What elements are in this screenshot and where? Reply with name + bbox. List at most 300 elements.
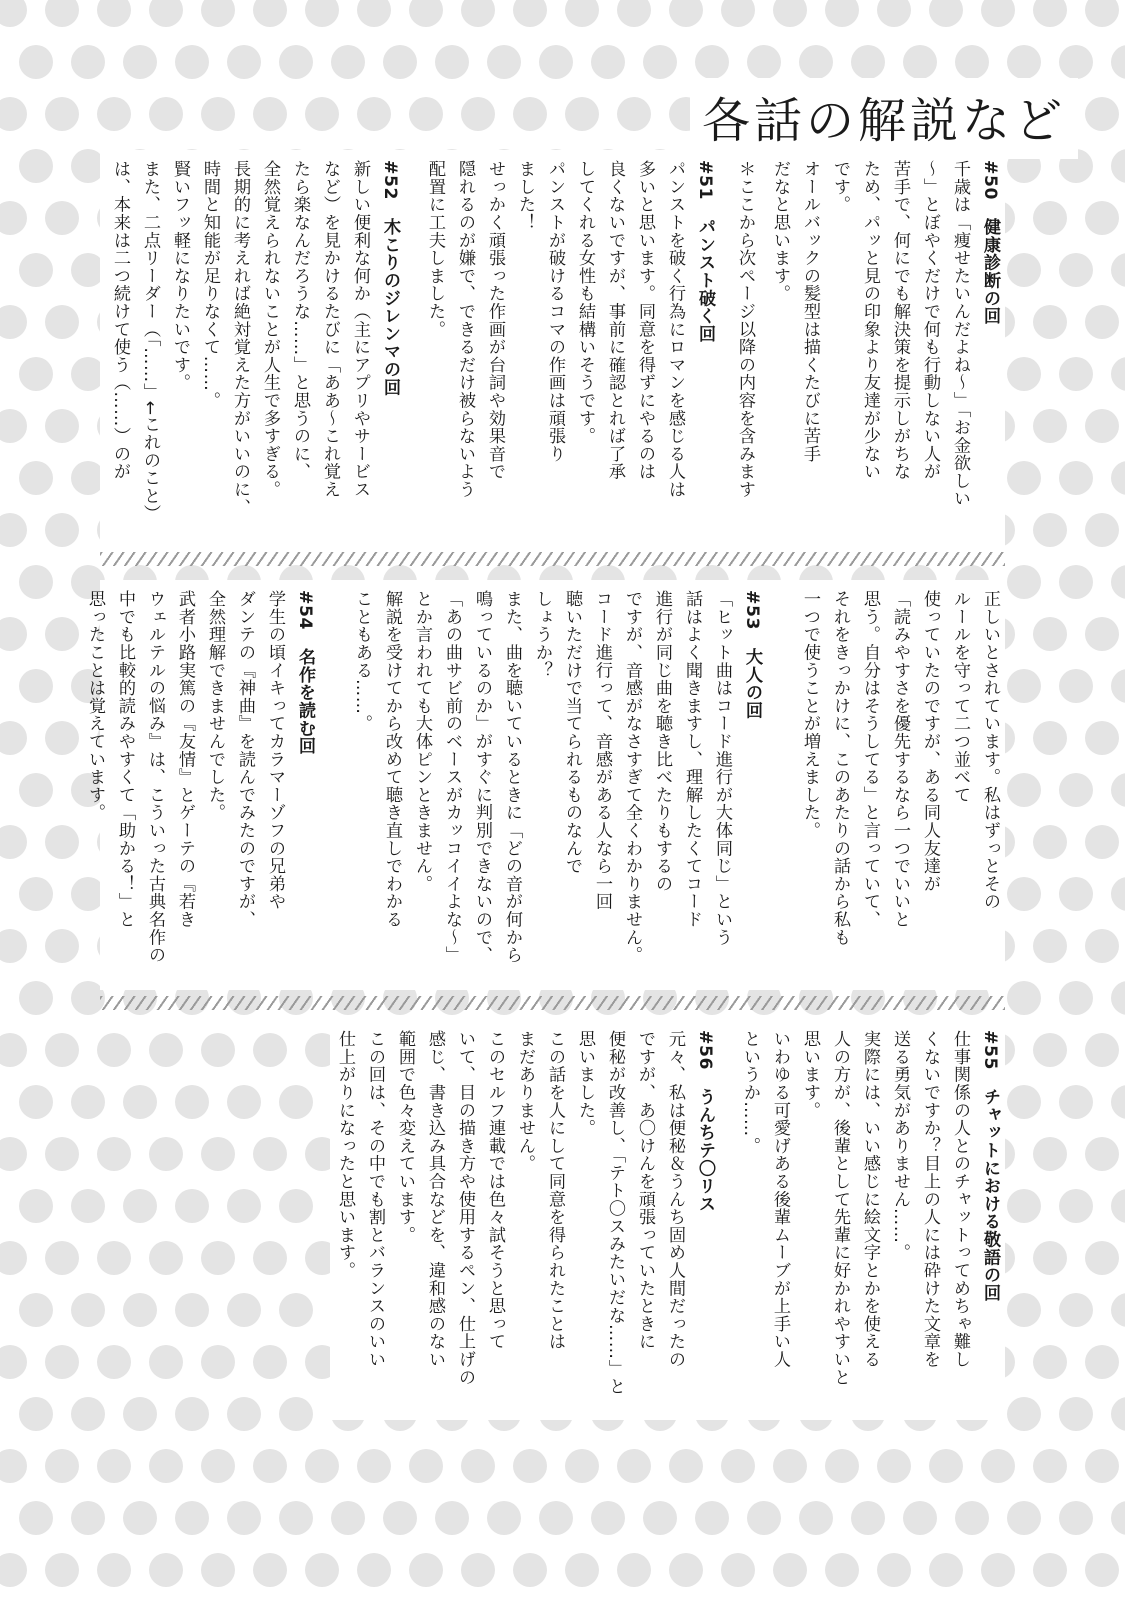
- background-dot: [253, 1553, 287, 1587]
- text-line: 実際には、いい感じに絵文字とかを使える: [860, 1030, 880, 1369]
- background-dot: [0, 721, 27, 755]
- background-dot: [851, 45, 885, 79]
- text-line: 話はよく聞きますし、理解したくてコード: [682, 590, 702, 929]
- background-dot: [45, 305, 79, 339]
- background-dot: [123, 1189, 157, 1223]
- background-dot: [357, 1449, 391, 1483]
- background-dot: [1033, 617, 1067, 651]
- background-dot: [929, 1553, 963, 1587]
- background-dot: [227, 1085, 261, 1119]
- background-dot: [1059, 669, 1093, 703]
- background-dot: [617, 97, 651, 131]
- background-dot: [1007, 1501, 1041, 1535]
- background-dot: [591, 1501, 625, 1535]
- section-heading: #55 チャットにおける敬語の回: [980, 1030, 1000, 1302]
- background-dot: [279, 1293, 313, 1327]
- section-heading: #50 健康診断の回: [980, 160, 1000, 325]
- background-dot: [929, 1449, 963, 1483]
- background-dot: [175, 1397, 209, 1431]
- background-dot: [201, 1241, 235, 1275]
- background-dot: [19, 1189, 53, 1223]
- text-line: 隠れるのが嫌で、できるだけ被らないよう: [455, 160, 475, 499]
- text-line: 仕事関係の人とのチャットってめちゃ難し: [950, 1030, 970, 1369]
- background-dot: [721, 1449, 755, 1483]
- background-dot: [981, 0, 1015, 27]
- background-dot: [253, 97, 287, 131]
- background-dot: [175, 1293, 209, 1327]
- background-dot: [279, 1501, 313, 1535]
- background-dot: [1033, 1553, 1067, 1587]
- background-dot: [45, 0, 79, 27]
- background-dot: [0, 513, 27, 547]
- background-dot: [357, 1553, 391, 1587]
- background-dot: [565, 1553, 599, 1587]
- section-52-continued: [793, 590, 1005, 980]
- background-dot: [1111, 461, 1125, 495]
- background-dot: [201, 1033, 235, 1067]
- text-line: 千歳は「痩せたいんだよね〜」「お金欲しい: [950, 160, 970, 508]
- background-dot: [1085, 1449, 1119, 1483]
- text-line: 時間と知能が足りなくて……。: [200, 160, 220, 410]
- background-dot: [201, 0, 235, 27]
- background-dot: [279, 1397, 313, 1431]
- text-line: というか……。: [740, 1030, 760, 1155]
- background-dot: [45, 97, 79, 131]
- background-dot: [513, 97, 547, 131]
- background-dot: [305, 0, 339, 27]
- background-dot: [1007, 877, 1041, 911]
- background-dot: [45, 1033, 79, 1067]
- section-53: [345, 590, 767, 980]
- background-dot: [97, 1553, 131, 1587]
- background-dot: [71, 1397, 105, 1431]
- background-dot: [149, 1137, 183, 1171]
- text-line: この回は、その中でも割とバランスのいい: [365, 1030, 385, 1369]
- background-dot: [1007, 669, 1041, 703]
- background-dot: [1007, 1293, 1041, 1327]
- background-dot: [305, 1449, 339, 1483]
- background-dot: [0, 1449, 27, 1483]
- background-dot: [0, 1241, 27, 1275]
- background-dot: [903, 45, 937, 79]
- background-dot: [1085, 1345, 1119, 1379]
- background-dot: [1059, 461, 1093, 495]
- background-dot: [1085, 201, 1119, 235]
- section-heading: #53 大人の回: [742, 590, 762, 720]
- text-line: 良くないですが、事前に確認とれば了承: [605, 160, 625, 481]
- background-dot: [747, 1501, 781, 1535]
- background-dot: [435, 1501, 469, 1535]
- background-dot: [487, 1501, 521, 1535]
- section-heading: #56 うんちテ〇リス: [695, 1030, 715, 1213]
- text-line: 進行が同じ曲を聴き比べたりもするの: [652, 590, 672, 893]
- background-dot: [71, 1501, 105, 1535]
- background-dot: [45, 201, 79, 235]
- background-dot: [1059, 565, 1093, 599]
- background-dot: [1033, 929, 1067, 963]
- text-line: 「あの曲サビ前のベースがカッコイイよな〜」: [442, 590, 462, 964]
- text-line: しょうか？: [532, 590, 552, 679]
- background-dot: [227, 1501, 261, 1535]
- text-line: 中でも比較的読みやすくて「助かる！」と: [115, 590, 135, 929]
- background-dot: [981, 1449, 1015, 1483]
- background-dot: [227, 1293, 261, 1327]
- background-dot: [773, 0, 807, 27]
- background-dot: [877, 1553, 911, 1587]
- section-heading: #52 木こりのジレンマの回: [380, 160, 400, 396]
- background-dot: [149, 1033, 183, 1067]
- background-dot: [71, 1189, 105, 1223]
- background-dot: [1007, 981, 1041, 1015]
- background-dot: [0, 1137, 27, 1171]
- background-dot: [19, 1501, 53, 1535]
- background-dot: [201, 1553, 235, 1587]
- background-dot: [669, 1553, 703, 1587]
- background-dot: [1033, 1345, 1067, 1379]
- background-dot: [1059, 253, 1093, 287]
- background-dot: [19, 149, 53, 183]
- spoiler-note: [728, 160, 760, 540]
- background-dot: [19, 357, 53, 391]
- background-dot: [0, 305, 27, 339]
- background-dot: [487, 45, 521, 79]
- text-line: 〜」とぼやくだけで何も行動しない人が: [920, 160, 940, 481]
- background-dot: [877, 0, 911, 27]
- background-dot: [253, 1449, 287, 1483]
- background-dot: [799, 45, 833, 79]
- background-dot: [1059, 877, 1093, 911]
- background-dot: [123, 1501, 157, 1535]
- background-dot: [97, 97, 131, 131]
- text-line: たら楽なんだろうな……」と思うのに、: [290, 160, 310, 481]
- background-dot: [1085, 1241, 1119, 1275]
- background-dot: [1007, 45, 1041, 79]
- background-dot: [201, 1449, 235, 1483]
- text-line: 賢いフッ軽になりたいです。: [170, 160, 190, 392]
- background-dot: [45, 409, 79, 443]
- background-dot: [1111, 877, 1125, 911]
- background-dot: [1111, 1189, 1125, 1223]
- text-line: 武者小路実篤の『友情』とゲーテの『若き: [175, 590, 195, 929]
- text-line: など）を見かけるたびに「ああ〜これ覚え: [320, 160, 340, 499]
- background-dot: [409, 1553, 443, 1587]
- background-dot: [0, 97, 27, 131]
- background-dot: [149, 1553, 183, 1587]
- background-dot: [721, 1553, 755, 1587]
- background-dot: [1085, 1137, 1119, 1171]
- background-dot: [357, 97, 391, 131]
- background-dot: [0, 1553, 27, 1587]
- text-line: とか言われても大体ピンときません。: [412, 590, 432, 893]
- background-dot: [435, 45, 469, 79]
- background-dot: [149, 1345, 183, 1379]
- background-dot: [1033, 409, 1067, 443]
- background-dot: [45, 1553, 79, 1587]
- background-dot: [461, 97, 495, 131]
- background-dot: [1111, 253, 1125, 287]
- background-dot: [0, 409, 27, 443]
- section-heading: #54 名作を読む回: [295, 590, 315, 755]
- background-dot: [513, 0, 547, 27]
- background-dot: [149, 0, 183, 27]
- background-dot: [643, 1501, 677, 1535]
- background-dot: [175, 45, 209, 79]
- text-line: 便秘が改善し、「テト〇スみたいだな……」と: [605, 1030, 625, 1396]
- section-50: [765, 160, 1005, 540]
- background-dot: [19, 669, 53, 703]
- text-line: せっかく頑張った作画が台詞や効果音で: [485, 160, 505, 481]
- background-dot: [149, 1449, 183, 1483]
- background-dot: [903, 1501, 937, 1535]
- background-dot: [1111, 669, 1125, 703]
- background-dot: [591, 45, 625, 79]
- background-dot: [1059, 1085, 1093, 1119]
- text-line: こともある……。: [352, 590, 372, 733]
- background-dot: [773, 1553, 807, 1587]
- background-dot: [747, 45, 781, 79]
- background-dot: [253, 1137, 287, 1171]
- background-dot: [565, 97, 599, 131]
- text-line: ルールを守って二つ並べて: [950, 590, 970, 804]
- background-dot: [45, 617, 79, 651]
- background-dot: [617, 1553, 651, 1587]
- background-dot: [253, 1033, 287, 1067]
- background-dot: [1085, 409, 1119, 443]
- text-line: です。: [830, 160, 850, 214]
- background-dot: [45, 929, 79, 963]
- text-line: 鳴っているのか」がすぐに判別できないので、: [472, 590, 492, 964]
- background-dot: [45, 1345, 79, 1379]
- divider-top: [100, 552, 1005, 566]
- background-dot: [45, 825, 79, 859]
- background-dot: [123, 1397, 157, 1431]
- page-title: 各話の解説など: [690, 78, 1078, 159]
- background-dot: [175, 1501, 209, 1535]
- background-dot: [1007, 1397, 1041, 1431]
- text-line: 解説を受けてから改めて聴き直しでわかる: [382, 590, 402, 929]
- background-dot: [539, 45, 573, 79]
- text-line: 全然理解できませんでした。: [205, 590, 225, 822]
- background-dot: [1059, 1397, 1093, 1431]
- background-dot: [123, 45, 157, 79]
- background-dot: [461, 0, 495, 27]
- background-dot: [461, 1449, 495, 1483]
- text-line: パンストが破けるコマの作画は頑張り: [545, 160, 565, 463]
- background-dot: [1007, 773, 1041, 807]
- background-dot: [1111, 773, 1125, 807]
- text-line: 送る勇気がありません……。: [890, 1030, 910, 1262]
- background-dot: [1085, 0, 1119, 27]
- text-line: ですが、あ〇けんを頑張っていたときに: [635, 1030, 655, 1351]
- text-line: 感じ、書き込み具合などを、違和感のない: [425, 1030, 445, 1369]
- background-dot: [97, 1449, 131, 1483]
- section-52: [103, 160, 405, 540]
- text-line: 「ヒット曲はコード進行が大体同じ」という: [712, 590, 732, 946]
- background-dot: [123, 1293, 157, 1327]
- background-dot: [955, 45, 989, 79]
- text-line: 長期的に考えれば絶対覚えた方がいいのに、: [230, 160, 250, 516]
- text-line: だなと思います。: [770, 160, 790, 303]
- background-dot: [0, 1345, 27, 1379]
- background-dot: [45, 513, 79, 547]
- background-dot: [305, 1553, 339, 1587]
- background-dot: [201, 1137, 235, 1171]
- background-dot: [695, 45, 729, 79]
- background-dot: [1033, 0, 1067, 27]
- background-dot: [45, 1449, 79, 1483]
- text-line: 新しい便利な何か（主にアプリやサービス: [350, 160, 370, 499]
- background-dot: [1033, 1033, 1067, 1067]
- background-dot: [981, 1553, 1015, 1587]
- background-dot: [1111, 45, 1125, 79]
- background-dot: [71, 1085, 105, 1119]
- background-dot: [19, 877, 53, 911]
- text-line: このセルフ連載では色々試そうと思って: [485, 1030, 505, 1351]
- text-line: 思ったことは覚えています。: [85, 590, 105, 822]
- background-dot: [1059, 1501, 1093, 1535]
- background-dot: [175, 1085, 209, 1119]
- background-dot: [409, 97, 443, 131]
- text-line: 全然覚えられないことが人生で多すぎる。: [260, 160, 280, 499]
- background-dot: [1007, 357, 1041, 391]
- background-dot: [1085, 1033, 1119, 1067]
- background-dot: [175, 1189, 209, 1223]
- background-dot: [149, 1241, 183, 1275]
- background-dot: [253, 1345, 287, 1379]
- text-line: 聴いただけで当てられるものなんで: [562, 590, 582, 875]
- background-dot: [1033, 201, 1067, 235]
- background-dot: [1085, 1553, 1119, 1587]
- text-line: ダンテの『神曲』を読んでみたのですが、: [235, 590, 255, 929]
- background-dot: [1033, 513, 1067, 547]
- background-dot: [513, 1449, 547, 1483]
- background-dot: [825, 0, 859, 27]
- background-dot: [539, 1501, 573, 1535]
- background-dot: [227, 1397, 261, 1431]
- background-dot: [279, 1189, 313, 1223]
- background-dot: [97, 1241, 131, 1275]
- background-dot: [0, 929, 27, 963]
- section-54: [78, 590, 320, 980]
- background-dot: [1007, 253, 1041, 287]
- background-dot: [799, 1501, 833, 1535]
- background-dot: [123, 1085, 157, 1119]
- section-51: [418, 160, 720, 540]
- text-line: 仕上がりになったと思います。: [335, 1030, 355, 1280]
- background-dot: [97, 1345, 131, 1379]
- background-dot: [565, 0, 599, 27]
- background-dot: [19, 1085, 53, 1119]
- text-line: 多いと思います。同意を得ずにやるのは: [635, 160, 655, 481]
- text-line: ため、パッと見の印象より友達が少ない: [860, 160, 880, 481]
- background-dot: [19, 1397, 53, 1431]
- background-dot: [227, 1189, 261, 1223]
- divider-bottom: [100, 996, 1005, 1010]
- background-dot: [1033, 1137, 1067, 1171]
- text-line: いわゆる可愛げある後輩ムーブが上手い人: [770, 1030, 790, 1369]
- text-line: 思います。: [800, 1030, 820, 1119]
- background-dot: [513, 1553, 547, 1587]
- background-dot: [1033, 825, 1067, 859]
- background-dot: [669, 0, 703, 27]
- text-line: この話を人にして同意を得られたことは: [545, 1030, 565, 1351]
- background-dot: [695, 1501, 729, 1535]
- background-dot: [1111, 981, 1125, 1015]
- background-dot: [19, 253, 53, 287]
- background-dot: [97, 1137, 131, 1171]
- background-dot: [0, 825, 27, 859]
- background-dot: [1111, 565, 1125, 599]
- text-line: ウェルテルの悩み』は、こういった古典名作の: [145, 590, 165, 964]
- background-dot: [851, 1501, 885, 1535]
- background-dot: [19, 461, 53, 495]
- background-dot: [1007, 1085, 1041, 1119]
- background-dot: [1111, 1085, 1125, 1119]
- background-dot: [1007, 565, 1041, 599]
- background-dot: [1059, 981, 1093, 1015]
- text-line: 配置に工夫しました。: [425, 160, 445, 338]
- background-dot: [0, 0, 27, 27]
- background-dot: [1033, 305, 1067, 339]
- text-line: 人の方が、後輩として先輩に好かれやすいと: [830, 1030, 850, 1386]
- background-dot: [1033, 1241, 1067, 1275]
- background-dot: [0, 617, 27, 651]
- background-dot: [19, 981, 53, 1015]
- section-55: [733, 1030, 1005, 1410]
- text-line: くないですか？目上の人には砕けた文章を: [920, 1030, 940, 1369]
- background-dot: [1085, 513, 1119, 547]
- text-line: 元々、私は便秘＆うんち固め人間だったの: [665, 1030, 685, 1369]
- background-dot: [383, 1501, 417, 1535]
- background-dot: [97, 1033, 131, 1067]
- background-dot: [1059, 357, 1093, 391]
- background-dot: [1111, 1397, 1125, 1431]
- text-line: ました！: [515, 160, 535, 232]
- text-line: ですが、音感がなさすぎて全くわかりません。: [622, 590, 642, 964]
- background-dot: [721, 0, 755, 27]
- background-dot: [19, 565, 53, 599]
- background-dot: [1085, 617, 1119, 651]
- background-dot: [1059, 773, 1093, 807]
- background-dot: [279, 45, 313, 79]
- background-dot: [279, 1085, 313, 1119]
- background-dot: [1111, 1501, 1125, 1535]
- background-dot: [1033, 721, 1067, 755]
- text-line: オールバックの髪型は描くたびに苦手: [800, 160, 820, 463]
- background-dot: [955, 1501, 989, 1535]
- text-line: 苦手で、何にでも解決策を提示しがちな: [890, 160, 910, 481]
- text-line: パンストを破く行為にロマンを感じる人は: [665, 160, 685, 499]
- background-dot: [929, 0, 963, 27]
- text-line: また、二点リーダー（「……」←これのこと）: [140, 160, 160, 523]
- background-dot: [617, 1449, 651, 1483]
- background-dot: [331, 1501, 365, 1535]
- background-dot: [305, 97, 339, 131]
- text-line: は、本来は二つ続けて使う（……）のが: [110, 160, 130, 481]
- background-dot: [71, 1293, 105, 1327]
- background-dot: [383, 45, 417, 79]
- background-dot: [1033, 1449, 1067, 1483]
- background-dot: [1111, 357, 1125, 391]
- background-dot: [97, 0, 131, 27]
- text-line: 正しいとされています。私はずっとその: [980, 590, 1000, 911]
- text-line: 学生の頃イキってカラマーゾフの兄弟や: [265, 590, 285, 911]
- background-dot: [409, 0, 443, 27]
- background-dot: [357, 0, 391, 27]
- text-line: まだありません。: [515, 1030, 535, 1173]
- background-dot: [773, 1449, 807, 1483]
- background-dot: [1085, 825, 1119, 859]
